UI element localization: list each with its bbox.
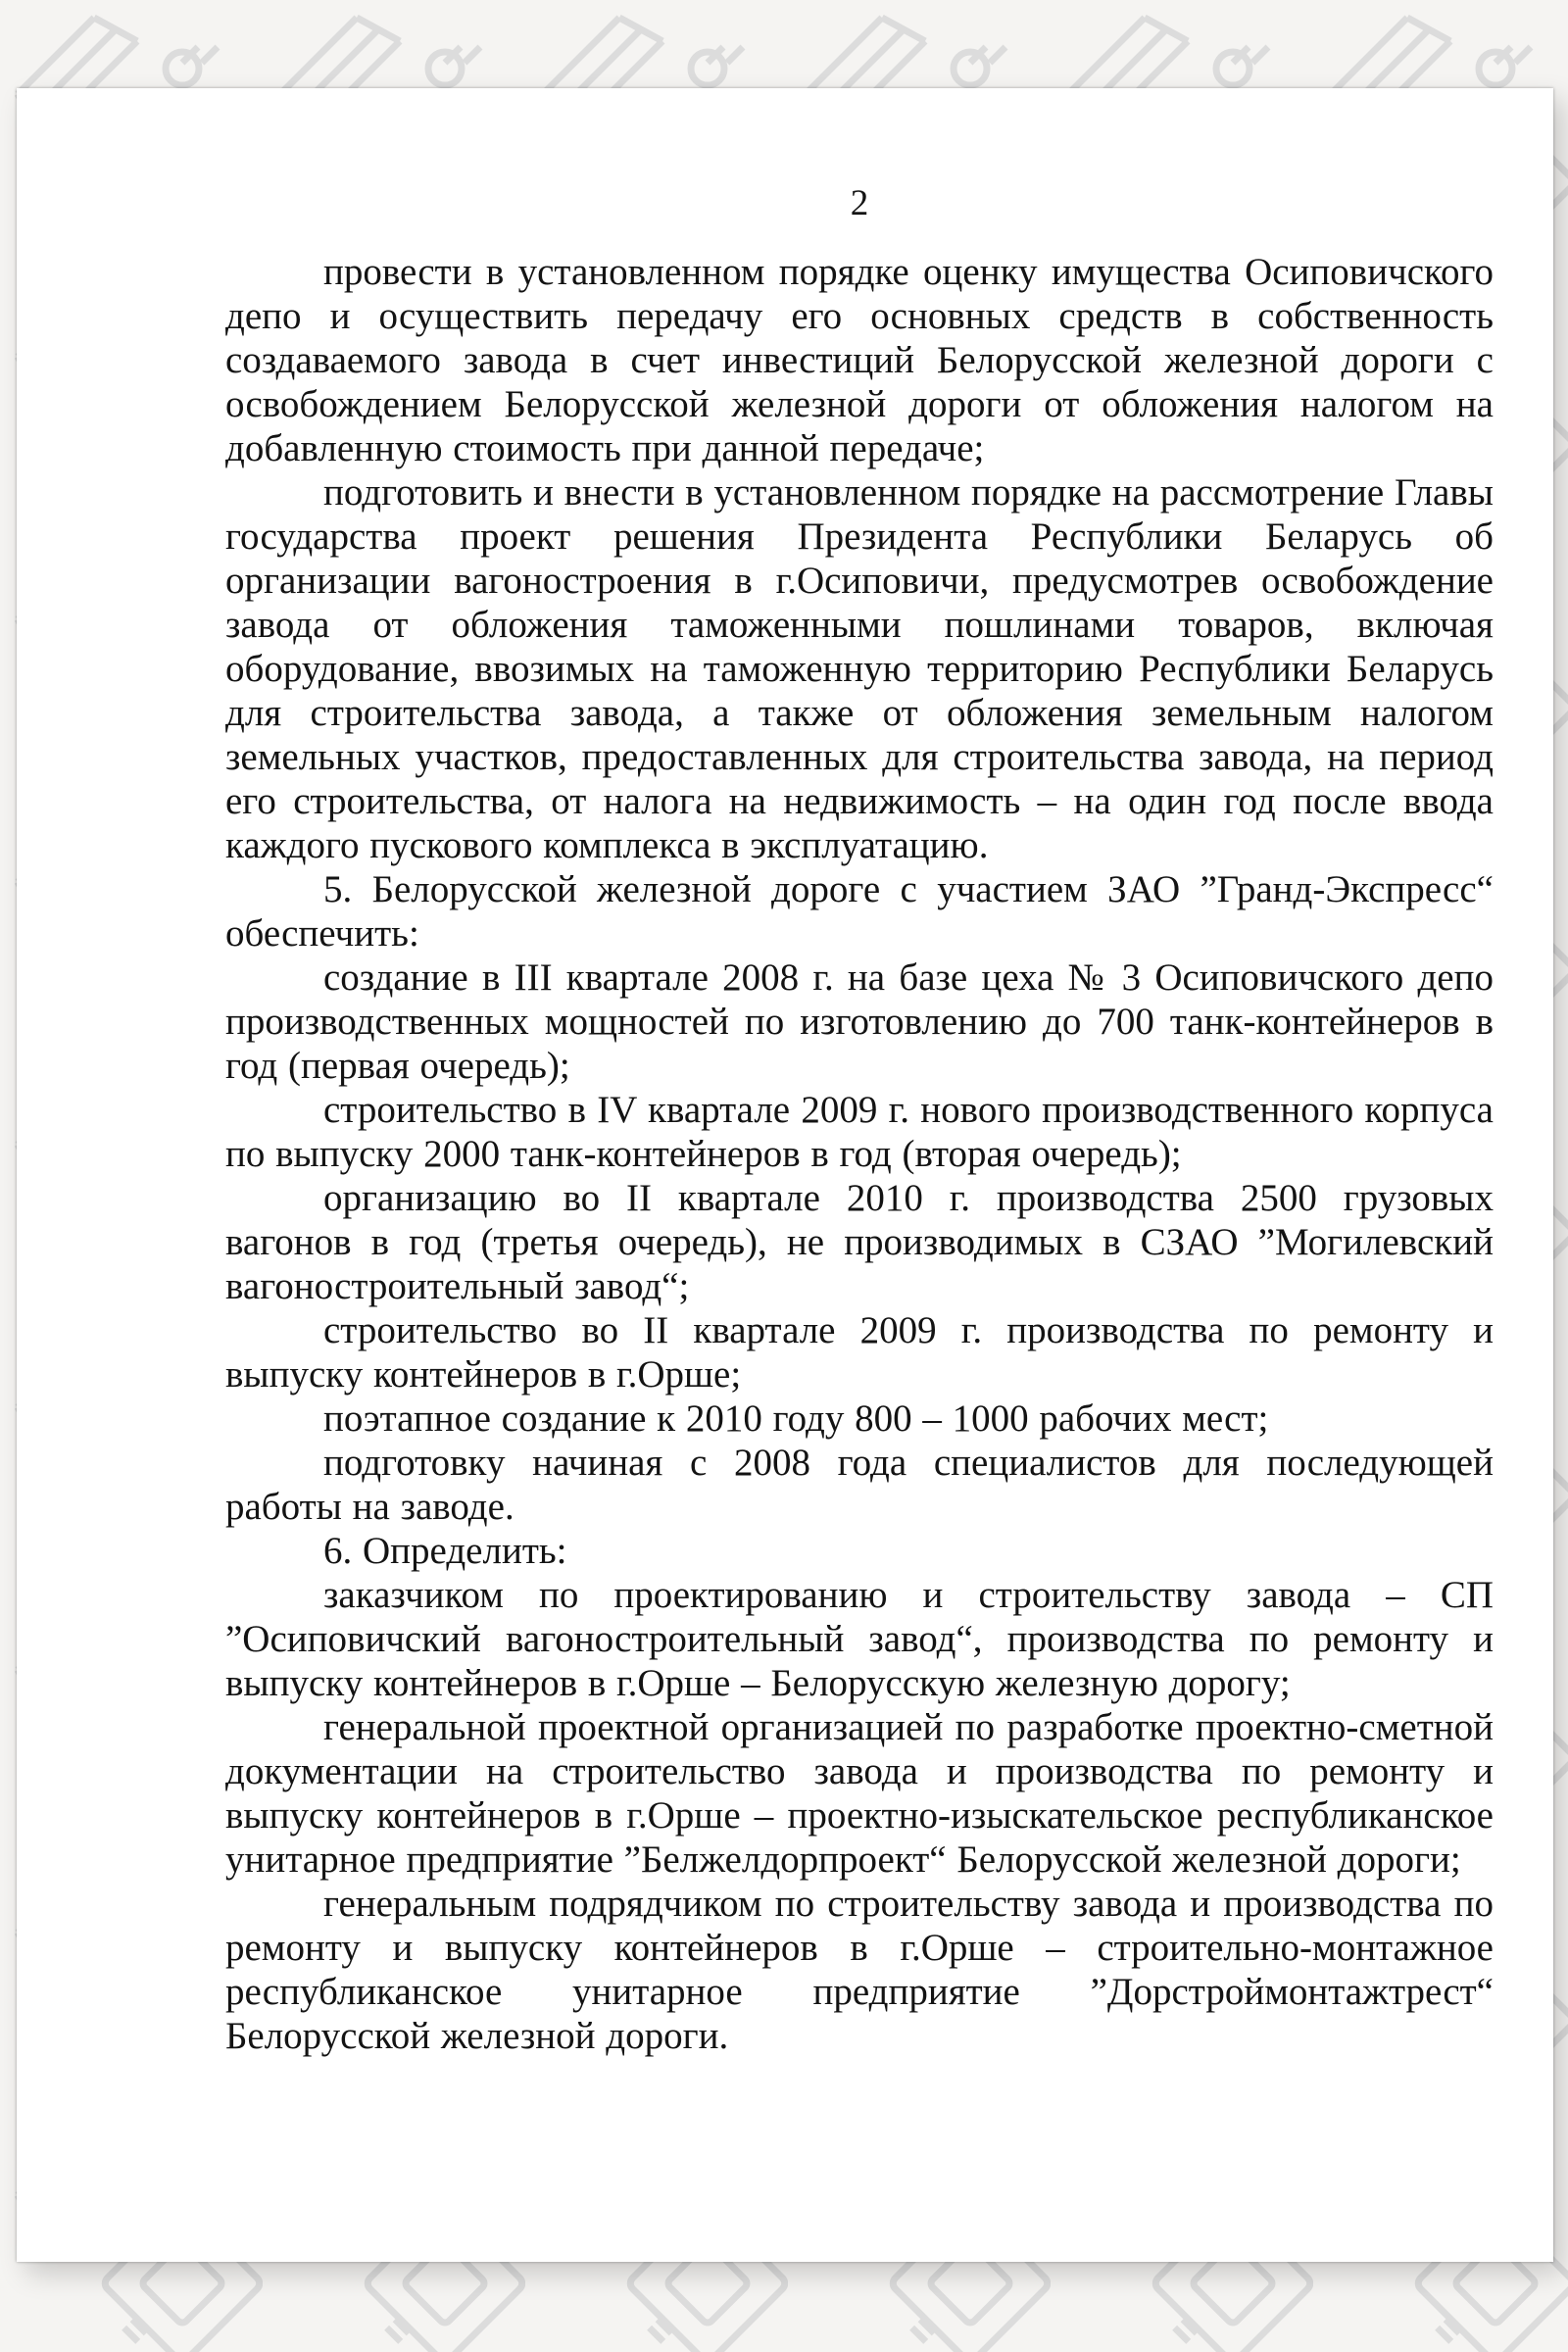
document-paragraph: строительство в IV квартале 2009 г. нового производственного корпуса по выпуску 2000 танк-контейнеров в год (вторая очередь); [225,1089,1494,1175]
document-paragraph: организацию во II квартале 2010 г. производства 2500 грузовых вагонов в год (третья очередь), не производимых в СЗАО ”Могилевский вагоностроительный завод“; [225,1177,1494,1307]
document-paragraph: подготовить и внести в установленном порядке на рассмотрение Главы государства проект решения Президента Республики Беларусь об организации вагоностроения в г.Осиповичи, предусмотрев освобождение завода от обложения таможенными пошлинами товаров, включая оборудование, ввозимых на таможенную территорию Республики Беларусь для строительства завода, а также от обложения земельным налогом земельных участков, предоставленных для строительства завода, на период его строительства, от налога на недвижимость – на один год после ввода каждого пускового комплекса в эксплуатацию. [225,471,1494,866]
document-paragraph: 5. Белорусской железной дороге с участием ЗАО ”Гранд-Экспресс“ обеспечить: [225,868,1494,955]
document-paragraph: строительство во II квартале 2009 г. производства по ремонту и выпуску контейнеров в г.Орше; [225,1309,1494,1396]
document-paragraph: генеральным подрядчиком по строительству завода и производства по ремонту и выпуску контейнеров в г.Орше – строительно-монтажное республиканское унитарное предприятие ”Дорстроймонтажтрест“ Белорусской железной дороги. [225,1883,1494,2057]
document-sheet [17,88,1553,2262]
page-number: 2 [850,183,869,223]
document-body [225,250,1494,2058]
document-paragraph: провести в установленном порядке оценку имущества Осиповичского депо и осуществить передачу его основных средств в собственность создаваемого завода в счет инвестиций Белорусской железной дороги с освобождением Белорусской железной дороги от обложения налогом на добавленную стоимость при данной передаче; [225,251,1494,469]
document-paragraph: создание в III квартале 2008 г. на базе цеха № 3 Осиповичского депо производственных мощностей по изготовлению до 700 танк-контейнеров в год (первая очередь); [225,956,1494,1087]
document-paragraph: генеральной проектной организацией по разработке проектно-сметной документации на строительство завода и производства по ремонту и выпуску контейнеров в г.Орше – проектно-изыскательское республиканское унитарное предприятие ”Белжелдорпроект“ Белорусской железной дороги; [225,1706,1494,1881]
document-paragraph: подготовку начиная с 2008 года специалистов для последующей работы на заводе. [225,1442,1494,1528]
document-paragraph: заказчиком по проектированию и строительству завода – СП ”Осиповичский вагоностроительный завод“, производства по ремонту и выпуску контейнеров в г.Орше – Белорусскую железную дорогу; [225,1574,1494,1704]
document-paragraph: поэтапное создание к 2010 году 800 – 1000 рабочих мест; [323,1397,1269,1440]
document-paragraph: 6. Определить: [323,1530,567,1572]
